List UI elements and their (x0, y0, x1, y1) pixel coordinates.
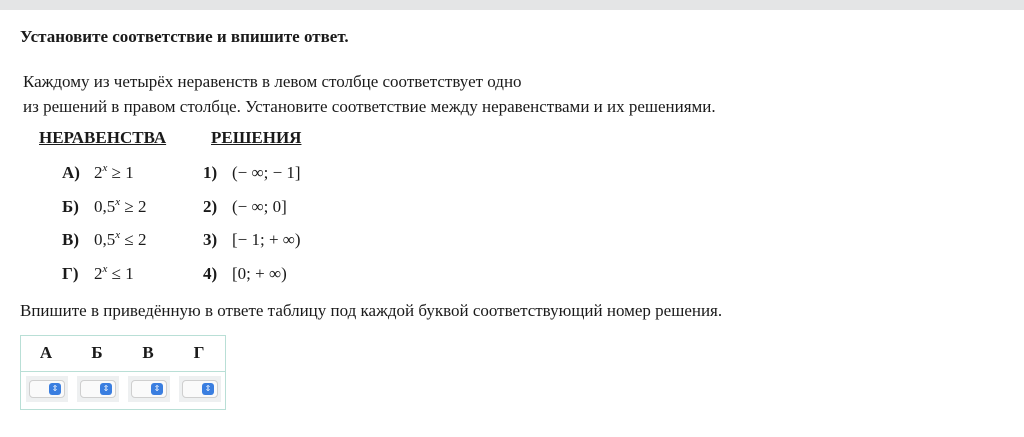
answer-instruction: Впишите в приведённую в ответе таблицу под каждой буквой соответствующий номер решения. (20, 301, 723, 320)
inequality-expression: $2^x \ge 1$ (94, 162, 134, 182)
solution-interval: [− 1; + ∞) (232, 230, 301, 249)
solution-label: 1) (203, 163, 218, 182)
solutions-header: РЕШЕНИЯ (211, 128, 302, 147)
inequality-label: Б) (62, 197, 79, 216)
answer-select-g[interactable] (182, 380, 218, 398)
solution-label: 2) (203, 197, 218, 216)
table-divider (21, 371, 225, 372)
answer-column-header-v: В (142, 343, 154, 362)
inequality-label: В) (62, 230, 79, 249)
task-intro (23, 69, 716, 119)
select-chevrons-icon: ⇕ (49, 383, 61, 395)
answer-select-v[interactable] (131, 380, 167, 398)
select-chevrons-icon: ⇕ (100, 383, 112, 395)
inequality-label: А) (62, 163, 80, 182)
answer-column-header-a: А (39, 343, 53, 362)
inequality-expression: $0,5^x \le 2$ (94, 229, 147, 249)
solution-label: 3) (203, 230, 218, 249)
solution-label: 4) (203, 264, 218, 283)
answer-column-header-g: Г (193, 343, 205, 362)
inequality-label: Г) (62, 264, 79, 283)
intro-line-1: Каждому из четырёх неравенств в левом столбце соответствует одно (23, 72, 522, 91)
solution-interval: [0; + ∞) (232, 264, 287, 283)
answer-table (20, 335, 226, 410)
inequality-expression: $2^x \le 1$ (94, 263, 134, 283)
intro-line-2: из решений в правом столбце. Установите соответствие между неравенствами и их решениями. (23, 97, 716, 116)
answer-select-a[interactable] (29, 380, 65, 398)
solution-interval: (− ∞; − 1] (232, 163, 301, 182)
task-title: Установите соответствие и впишите ответ. (20, 27, 349, 46)
top-bar (0, 0, 1024, 10)
select-chevrons-icon: ⇕ (151, 383, 163, 395)
inequalities-header: НЕРАВЕНСТВА (39, 128, 167, 147)
answer-column-header-b: Б (91, 343, 103, 362)
select-chevrons-icon: ⇕ (202, 383, 214, 395)
inequality-expression: $0,5^x \ge 2$ (94, 196, 147, 216)
solution-interval: (− ∞; 0] (232, 197, 287, 216)
answer-select-b[interactable] (80, 380, 116, 398)
